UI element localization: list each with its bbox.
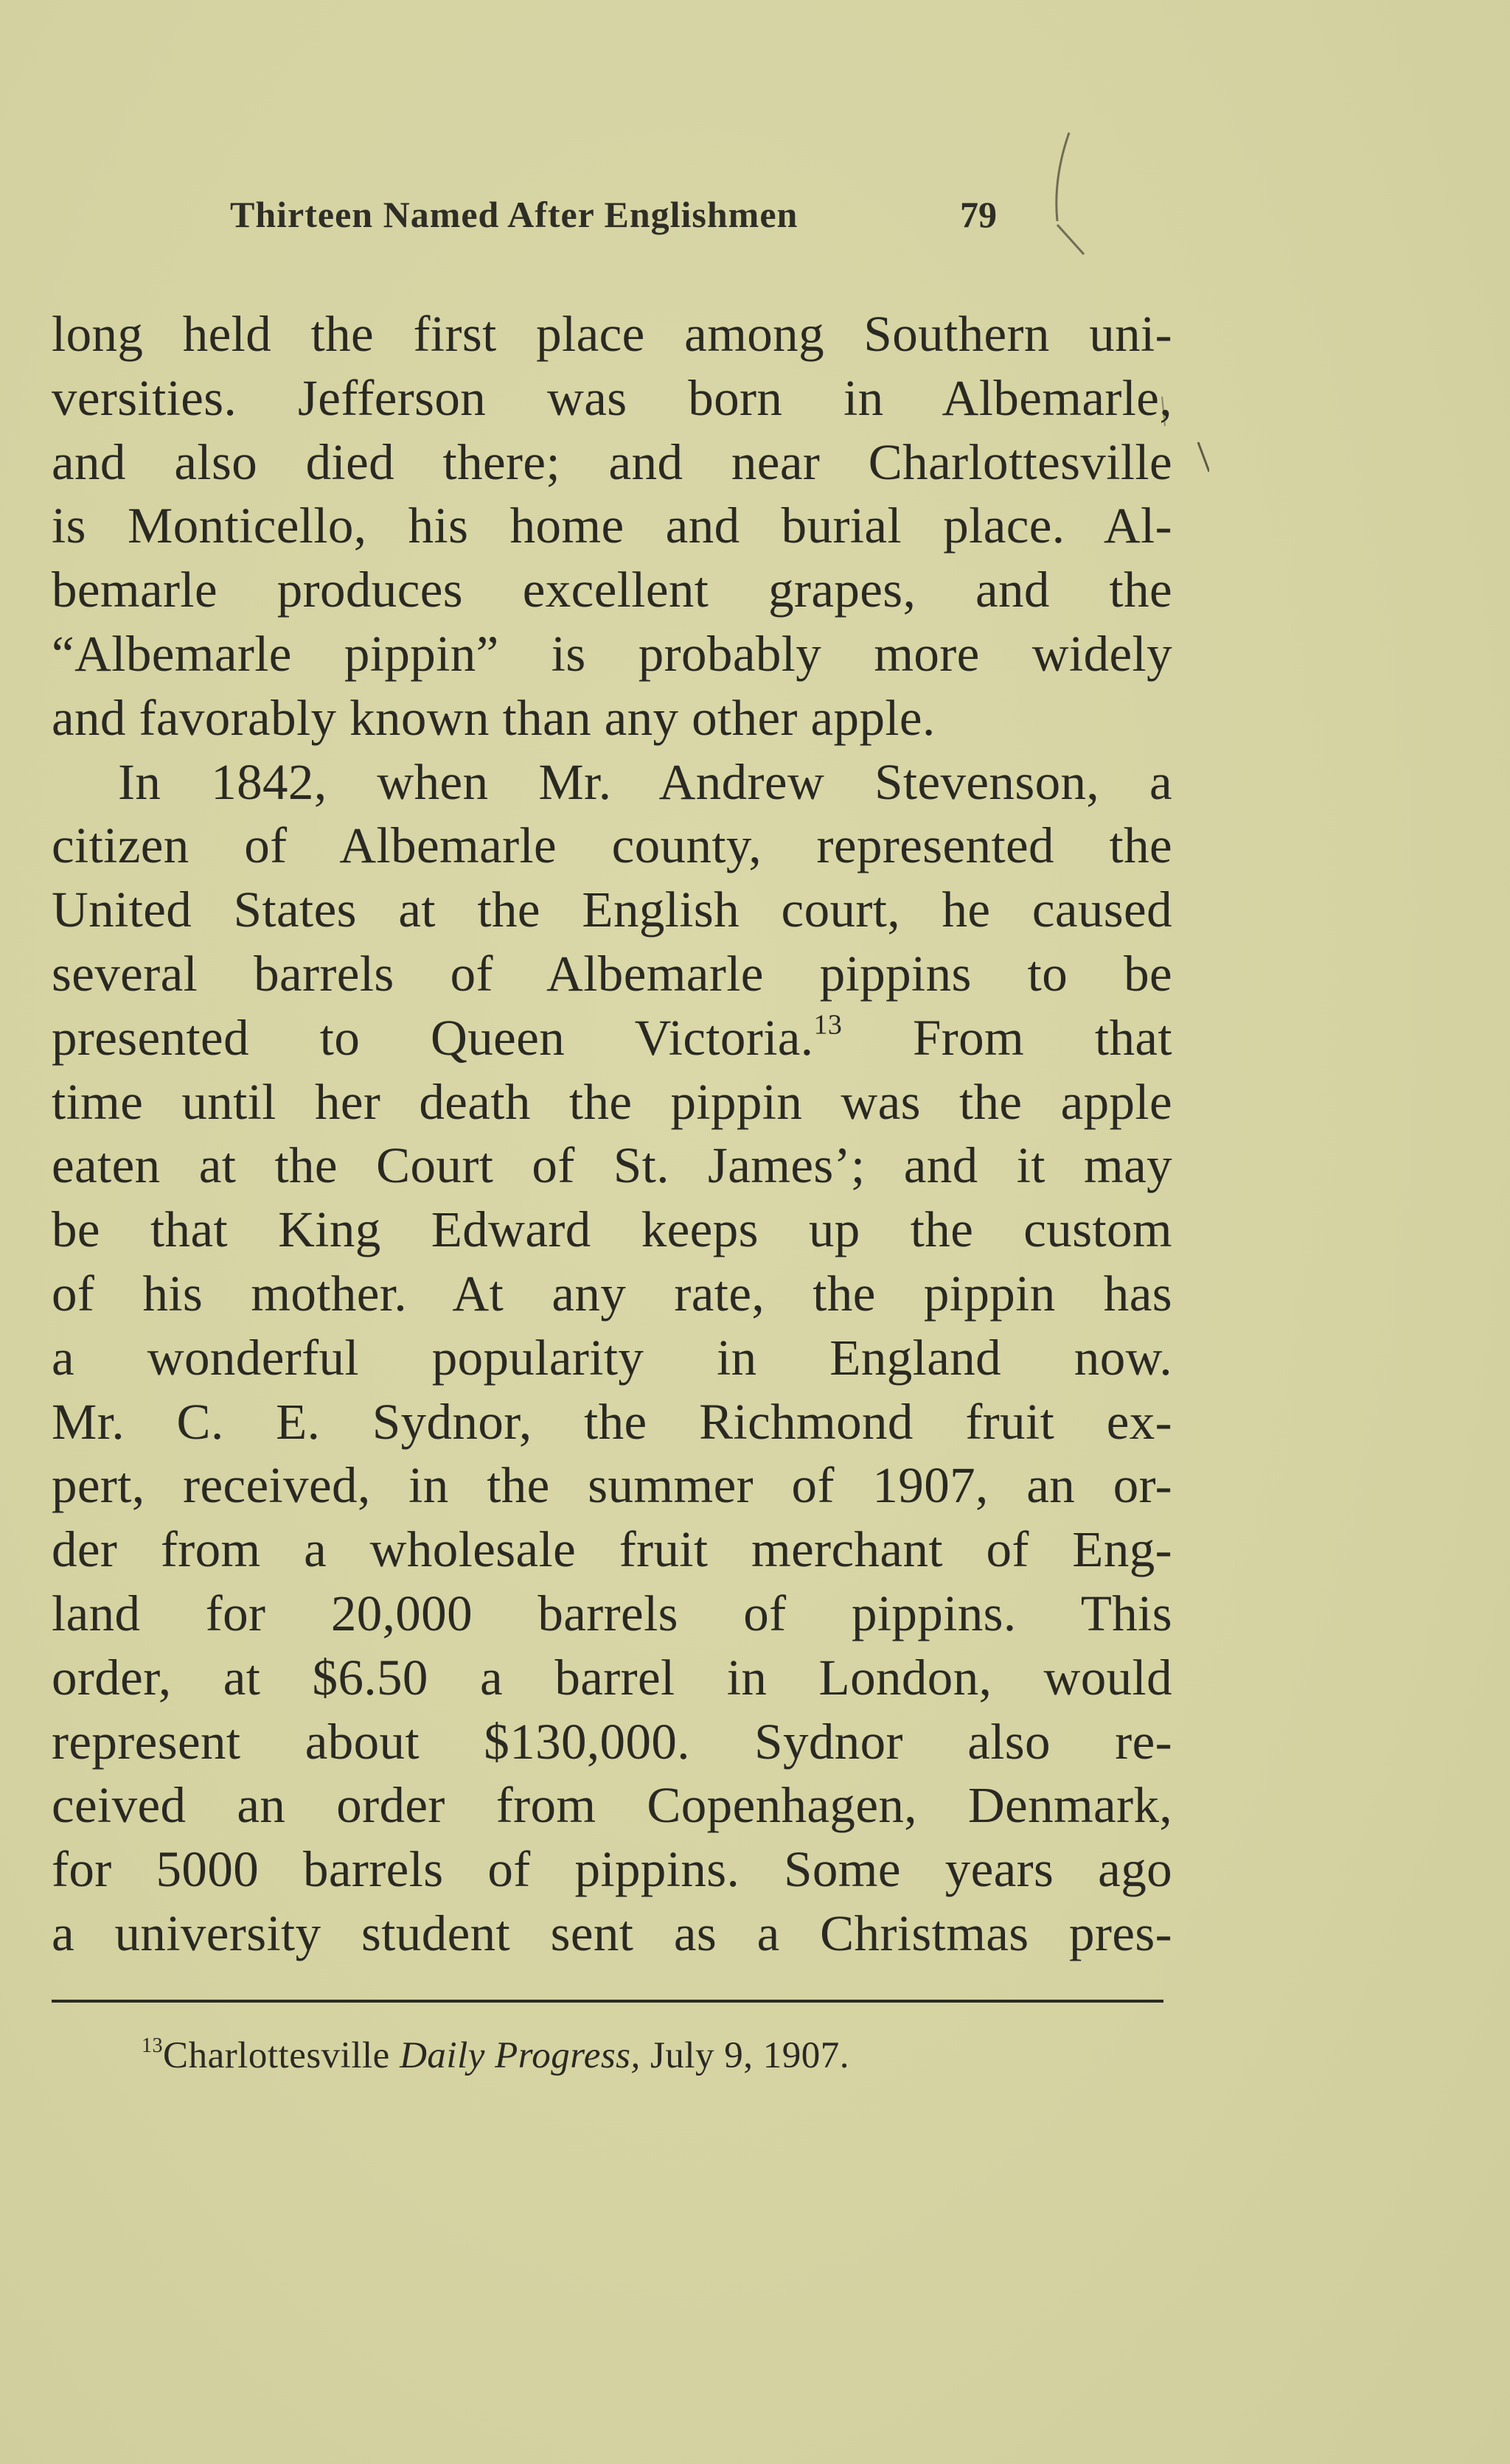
- text-line: eaten at the Court of St. James’; and it may: [52, 1137, 1172, 1194]
- text-line: is Monticello, his home and burial place. Al-: [52, 498, 1172, 554]
- text-segment: From that: [842, 1009, 1172, 1066]
- text-line: Mr. C. E. Sydnor, the Richmond fruit ex-: [52, 1393, 1172, 1450]
- text-line: United States at the English court, he caused: [52, 882, 1172, 938]
- paragraph-2: [52, 750, 1172, 1966]
- footnote: [142, 2034, 849, 2077]
- footnote-rule: [52, 2000, 1163, 2003]
- text-line: several barrels of Albemarle pippins to be: [52, 945, 1172, 1002]
- text-line: “Albemarle pippin” is probably more widely: [52, 625, 1172, 682]
- text-line: pert, received, in the summer of 1907, an or-: [52, 1457, 1172, 1514]
- text-line: a university student sent as a Christmas pres-: [52, 1905, 1172, 1961]
- text-line: long held the first place among Southern uni-: [52, 306, 1172, 362]
- page-number: 79: [960, 194, 997, 235]
- text-line: of his mother. At any rate, the pippin has: [52, 1265, 1172, 1322]
- text-line: order, at $6.50 a barrel in London, would: [52, 1649, 1172, 1706]
- footnote-marker: 13: [142, 2034, 164, 2057]
- footnote-text: July 9, 1907.: [640, 2035, 850, 2076]
- paragraph-1: [52, 302, 1172, 750]
- running-head: [230, 193, 997, 245]
- text-line: land for 20,000 barrels of pippins. This: [52, 1585, 1172, 1641]
- text-line: be that King Edward keeps up the custom: [52, 1201, 1172, 1258]
- text-line: for 5000 barrels of pippins. Some years ago: [52, 1841, 1172, 1898]
- text-line-with-footnote-ref: [52, 1006, 1172, 1070]
- text-line: a wonderful popularity in England now.: [52, 1329, 1172, 1386]
- text-line: time until her death the pippin was the apple: [52, 1073, 1172, 1130]
- text-line: represent about $130,000. Sydnor also re-: [52, 1713, 1172, 1770]
- text-line: der from a wholesale fruit merchant of Eng-: [52, 1521, 1172, 1578]
- text-line: and also died there; and near Charlottesville: [52, 433, 1172, 490]
- footnote-italic-title: Daily Progress,: [400, 2035, 641, 2076]
- text-line: citizen of Albemarle county, represented the: [52, 817, 1172, 874]
- footnote-text: Charlottesville: [163, 2035, 400, 2076]
- footnote-reference[interactable]: 13: [813, 1009, 843, 1041]
- text-line: ceived an order from Copenhagen, Denmark,: [52, 1777, 1172, 1834]
- text-segment: presented to Queen Victoria.: [52, 1009, 814, 1066]
- running-title: Thirteen Named After Englishmen: [230, 194, 799, 235]
- text-line: In 1842, when Mr. Andrew Stevenson, a: [118, 753, 1172, 810]
- text-line: versities. Jefferson was born in Albemarle,: [52, 369, 1172, 426]
- body-text: [52, 302, 1172, 1966]
- text-line: bemarle produces excellent grapes, and the: [52, 562, 1172, 618]
- text-line: and favorably known than any other apple.: [52, 689, 936, 746]
